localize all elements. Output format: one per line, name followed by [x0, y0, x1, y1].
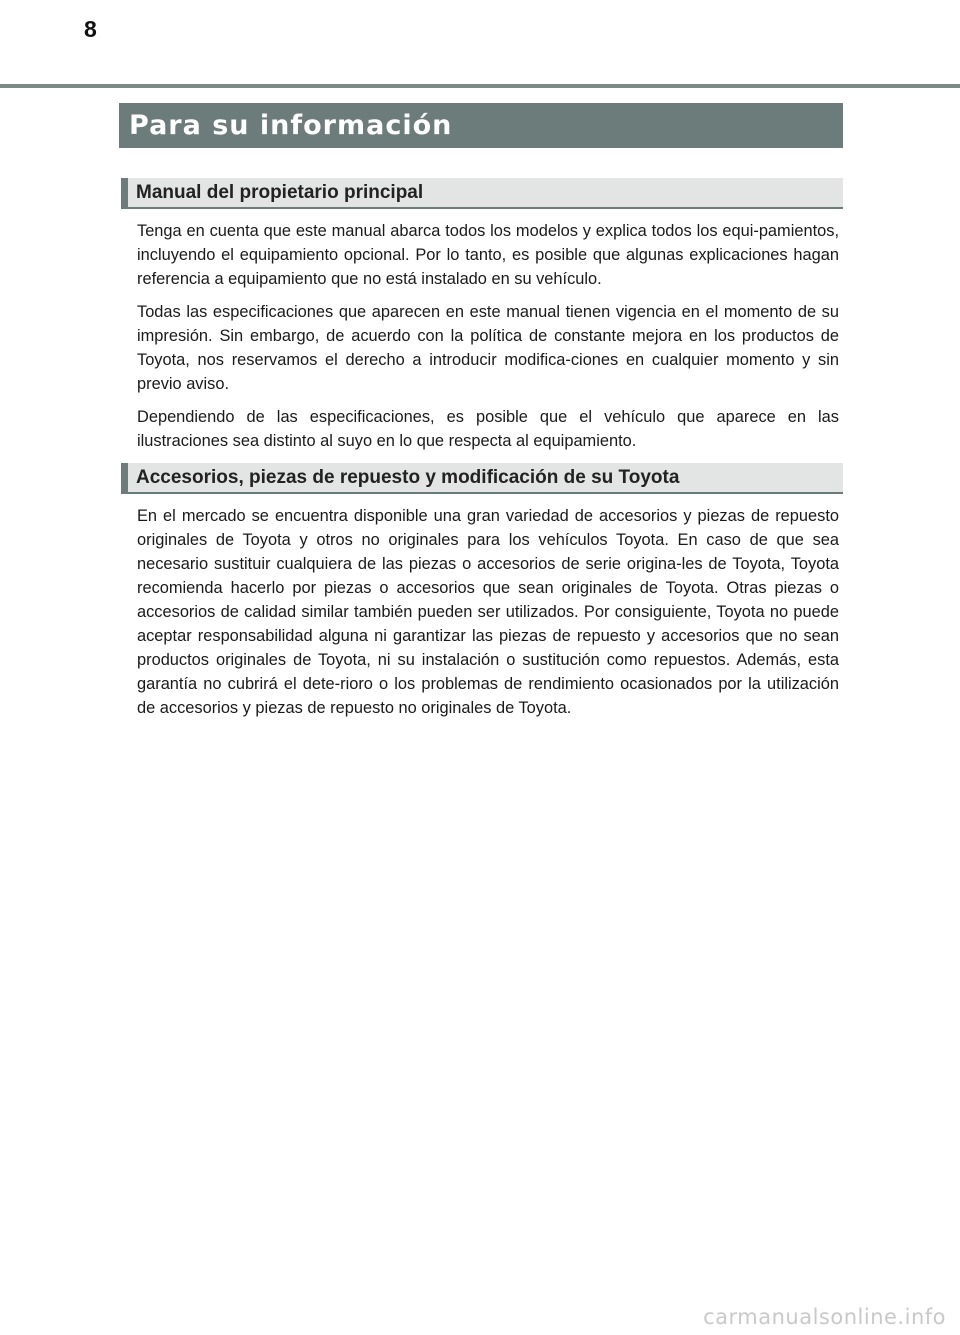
- chapter-title: Para su información: [129, 110, 453, 141]
- section-header-manual: [121, 178, 843, 209]
- section-body-manual: [137, 219, 839, 462]
- paragraph: Todas las especificaciones que aparecen en este manual tienen vigencia en el momento de su impresión. Sin embargo, de acuerdo con la política de constante mejora en los productos de Toyota, nos reservamos el derecho a introducir modifica-ciones en cualquier momento y sin previo aviso.: [137, 303, 839, 393]
- section-title: Manual del propietario principal: [136, 181, 424, 203]
- paragraph: Tenga en cuenta que este manual abarca todos los modelos y explica todos los equi-pamientos, incluyendo el equipamiento opcional. Por lo tanto, es posible que algunas explicaciones hagan referencia a equipamiento que no está instalado en su vehículo.: [137, 222, 839, 288]
- section-title: Accesorios, piezas de repuesto y modificación de su Toyota: [136, 466, 680, 488]
- paragraph: Dependiendo de las especificaciones, es posible que el vehículo que aparece en las ilustraciones sea distinto al suyo en lo que respecta al equipamiento.: [137, 408, 839, 450]
- section-body-accessories: [137, 504, 839, 729]
- header-rule: [0, 84, 960, 88]
- paragraph: En el mercado se encuentra disponible una gran variedad de accesorios y piezas de repuesto originales de Toyota y otros no originales para los vehículos Toyota. En caso de que sea necesario sustituir cualquiera de las piezas o accesorios de serie origina-les de Toyota, Toyota recomienda hacerlo por piezas o accesorios que sean originales de Toyota. Otras piezas o accesorios de calidad similar también pueden ser utilizados. Por consiguiente, Toyota no puede aceptar responsabilidad alguna ni garantizar las piezas de repuesto y accesorios que no sean productos originales de Toyota, ni su instalación o sustitución como repuestos. Además, esta garantía no cubrirá el dete-rioro o los problemas de rendimiento ocasionados por la utilización de accesorios y piezas de repuesto no originales de Toyota.: [137, 507, 839, 717]
- page-number: 8: [84, 16, 97, 42]
- watermark: carmanualsonline.info: [703, 1305, 946, 1329]
- chapter-banner: [119, 103, 843, 148]
- section-header-accessories: [121, 463, 843, 494]
